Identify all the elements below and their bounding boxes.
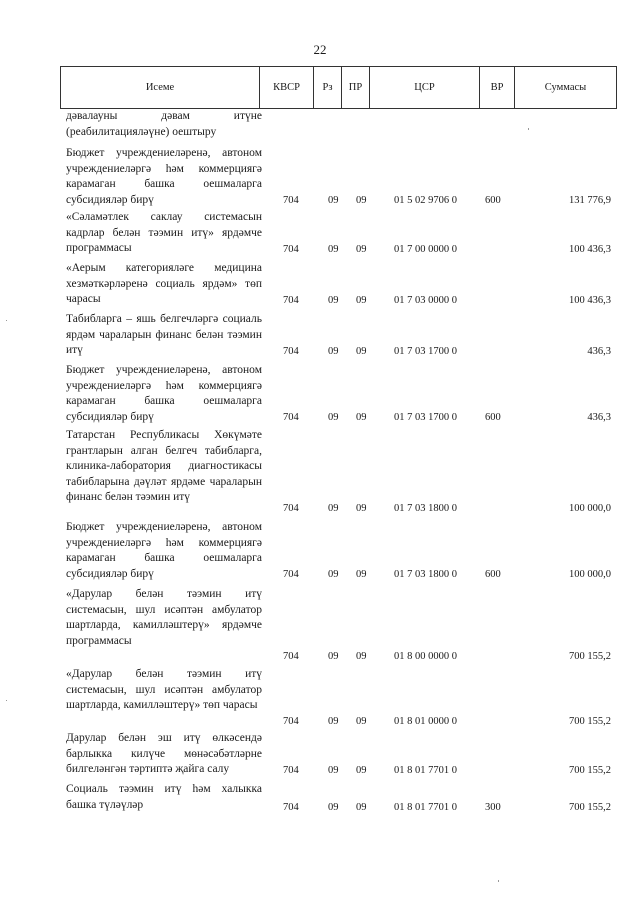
row-kvsr: 704 (283, 244, 299, 255)
row-name: Социаль тәэмин итү һәм халыкка башка түләүләр (66, 783, 262, 811)
row-kvsr: 704 (283, 765, 299, 776)
row-sum: 436,3 (587, 346, 611, 357)
scan-speck (528, 128, 529, 130)
row-pr: 09 (356, 569, 367, 580)
table-row (0, 146, 640, 208)
row-rz: 09 (328, 295, 339, 306)
row-csr: 01 7 03 1800 0 (394, 503, 457, 514)
table-row (0, 587, 640, 664)
row-pr: 09 (356, 412, 367, 423)
row-rz: 09 (328, 716, 339, 727)
table-row (0, 363, 640, 425)
table-row (0, 520, 640, 582)
row-vr: 300 (485, 802, 501, 813)
row-csr: 01 7 00 0000 0 (394, 244, 457, 255)
row-pr: 09 (356, 503, 367, 514)
row-csr: 01 8 01 0000 0 (394, 716, 457, 727)
row-kvsr: 704 (283, 412, 299, 423)
row-kvsr: 704 (283, 802, 299, 813)
row-sum: 700 155,2 (569, 716, 611, 727)
header-csr: ЦСР (370, 67, 480, 108)
table-row (0, 428, 640, 516)
row-csr: 01 8 00 0000 0 (394, 651, 457, 662)
row-csr: 01 8 01 7701 0 (394, 765, 457, 776)
row-name: Бюджет учреждениеләренә, автоном учреждениеләргә һәм коммерциягә карамаган башка оешмаларга субсидияләр бирү (66, 521, 262, 580)
row-rz: 09 (328, 503, 339, 514)
row-pr: 09 (356, 716, 367, 727)
row-name: «Сәламәтлек саклау системасын кадрлар белән тәэмин итү» ярдәмче программасы (66, 211, 262, 254)
row-csr: 01 7 03 0000 0 (394, 295, 457, 306)
row-pr: 09 (356, 346, 367, 357)
row-name: Табибларга – яшь белгечләргә социаль ярдәм чараларын финанс белән тәэмин итү (66, 313, 262, 356)
row-sum: 700 155,2 (569, 765, 611, 776)
table-row (0, 782, 640, 815)
row-csr: 01 7 03 1700 0 (394, 346, 457, 357)
row-sum: 700 155,2 (569, 802, 611, 813)
row-kvsr: 704 (283, 346, 299, 357)
row-name: дәвалауны дәвам итүне (реабилитацияләүне) оештыру (66, 110, 262, 138)
table-row (0, 667, 640, 729)
row-vr: 600 (485, 569, 501, 580)
header-name: Исеме (61, 67, 260, 108)
row-csr: 01 7 03 1800 0 (394, 569, 457, 580)
row-rz: 09 (328, 569, 339, 580)
row-vr: 600 (485, 412, 501, 423)
row-sum: 100 000,0 (569, 569, 611, 580)
row-pr: 09 (356, 195, 367, 206)
table-row (0, 261, 640, 308)
row-kvsr: 704 (283, 295, 299, 306)
row-kvsr: 704 (283, 503, 299, 514)
header-sum: Суммасы (544, 82, 587, 93)
row-pr: 09 (356, 244, 367, 255)
row-rz: 09 (328, 802, 339, 813)
header-vr: ВР (480, 67, 515, 108)
row-kvsr: 704 (283, 651, 299, 662)
row-rz: 09 (328, 195, 339, 206)
row-rz: 09 (328, 244, 339, 255)
row-kvsr: 704 (283, 569, 299, 580)
row-name: «Дарулар белән тәэмин итү системасын, шул исәптән амбулатор шартларда, камилләштерү» ярдәмче программасы (66, 588, 262, 647)
row-sum: 436,3 (587, 412, 611, 423)
row-csr: 01 7 03 1700 0 (394, 412, 457, 423)
table-row (0, 312, 640, 359)
scan-speck (498, 880, 499, 882)
row-name: Бюджет учреждениеләренә, автоном учреждениеләргә һәм коммерциягә карамаган башка оешмаларга субсидияләр бирү (66, 147, 262, 206)
row-pr: 09 (356, 802, 367, 813)
row-csr: 01 8 01 7701 0 (394, 802, 457, 813)
row-csr: 01 5 02 9706 0 (394, 195, 457, 206)
header-pr: ПР (342, 67, 370, 108)
table-row (0, 109, 640, 141)
table-row (0, 731, 640, 778)
row-name: «Аерым категорияләге медицина хезмәткәрләренә социаль ярдәм» төп чарасы (66, 262, 262, 305)
row-name: Бюджет учреждениеләренә, автоном учреждениеләргә һәм коммерциягә карамаган башка оешмаларга субсидияләр бирү (66, 364, 262, 423)
table-row (0, 210, 640, 257)
row-vr: 600 (485, 195, 501, 206)
row-sum: 100 000,0 (569, 503, 611, 514)
header-rz: Рз (314, 67, 342, 108)
row-name: Дарулар белән эш итү өлкәсендә барлыкка килүче мөнәсәбәтләрне билгеләнгән тәртиптә җайга салу (66, 732, 262, 775)
row-kvsr: 704 (283, 716, 299, 727)
row-kvsr: 704 (283, 195, 299, 206)
row-name: «Дарулар белән тәэмин итү системасын, шул исәптән амбулатор шартларда, камилләштерү» төп чарасы (66, 668, 262, 711)
row-sum: 100 436,3 (569, 295, 611, 306)
page-number: 22 (313, 42, 327, 57)
row-rz: 09 (328, 412, 339, 423)
header-kvsr: КВСР (260, 67, 314, 108)
row-pr: 09 (356, 765, 367, 776)
row-sum: 700 155,2 (569, 651, 611, 662)
scan-speck (6, 320, 7, 321)
scan-speck (6, 700, 7, 701)
row-name: Татарстан Республикасы Хөкүмәте грантларын алган белгеч табибларга, клиника-лаборатория диагностикасы табибларына дәүләт ярдәме чараларын финанс белән тәэмин итү (66, 429, 262, 503)
row-sum: 131 776,9 (569, 195, 611, 206)
row-pr: 09 (356, 295, 367, 306)
row-rz: 09 (328, 651, 339, 662)
row-sum: 100 436,3 (569, 244, 611, 255)
row-rz: 09 (328, 346, 339, 357)
row-rz: 09 (328, 765, 339, 776)
table-header (60, 66, 617, 109)
row-pr: 09 (356, 651, 367, 662)
